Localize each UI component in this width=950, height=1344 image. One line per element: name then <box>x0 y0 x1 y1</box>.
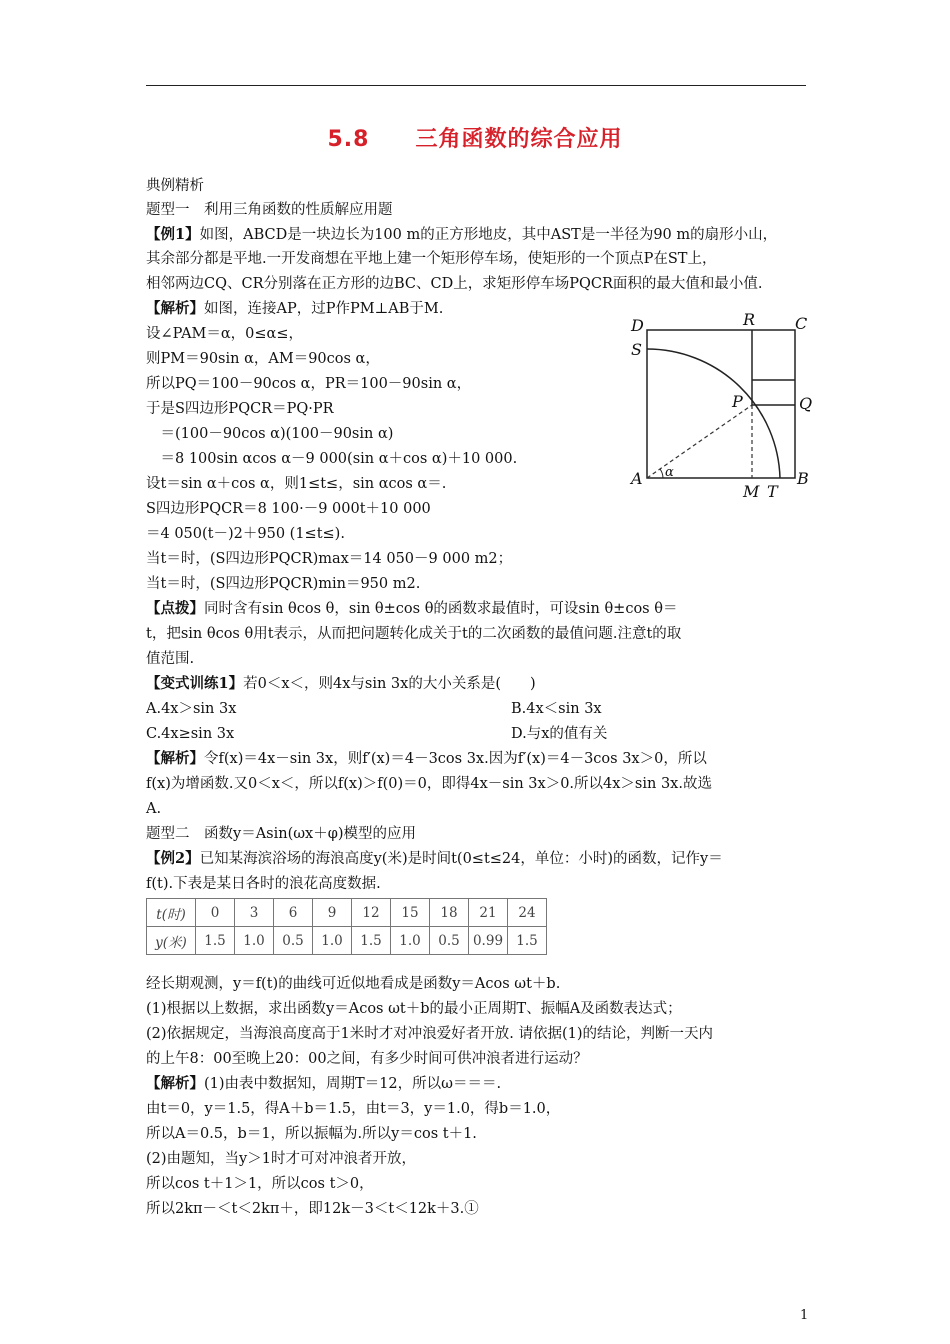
label-p: P <box>732 392 743 411</box>
exercise-1-options-row-1 <box>146 697 806 721</box>
solution-1-line-12: 当t＝时，(S四边形PQCR)min＝950 m2. <box>146 576 421 592</box>
table-cell: 0.5 <box>430 927 469 955</box>
line-ap-dashed <box>647 405 752 478</box>
table-cell: 1.0 <box>313 927 352 955</box>
solution-1-line-7: ＝8 100sin αcos α－9 000(sin α＋cos α)＋10 000. <box>146 451 518 467</box>
solution-1-line-4: 所以PQ＝100－90cos α，PR＝100－90sin α， <box>146 376 472 392</box>
table-cell: 15 <box>391 899 430 927</box>
example-1-line-3: 相邻两边CQ、CR分别落在正方形的边BC、CD上，求矩形停车场PQCR面积的最大值和最小值. <box>146 276 763 292</box>
table-cell: 6 <box>274 899 313 927</box>
table-row-height <box>147 927 547 955</box>
example-2-line-4: (1)根据以上数据，求出函数y＝Acos ωt＋b的最小正周期T、振幅A及函数表达式； <box>146 1001 682 1017</box>
arc-st <box>647 349 780 478</box>
table-cell: 12 <box>352 899 391 927</box>
label-t: T <box>767 482 778 501</box>
exercise-1-solution-line-2: f(x)为增函数.又0＜x＜，所以f(x)＞f(0)＝0，即得4x－sin 3x＞0.所以4x＞sin 3x.故选 <box>146 776 712 792</box>
table-cell: 9 <box>313 899 352 927</box>
heading-examples: 典例精析 <box>146 178 204 194</box>
table-cell: 0.99 <box>469 927 508 955</box>
solution-1-line-9: S四边形PQCR＝8 100·－9 000t＋10 000 <box>146 501 431 517</box>
exercise-1-solution-line-3: A. <box>146 801 162 817</box>
exercise-1-solution-line-1: 【解析】令f(x)＝4x－sin 3x，则f′(x)＝4－3cos 3x.因为f′(x)＝4－3cos 3x＞0，所以 <box>146 750 707 767</box>
tip-line-3: 值范围. <box>146 651 195 667</box>
label-m: M <box>743 482 760 501</box>
label-b: B <box>797 469 809 488</box>
table-row-time <box>147 899 547 927</box>
option-a: A.4x＞sin 3x <box>146 701 237 717</box>
option-c: C.4x≥sin 3x <box>146 726 235 742</box>
table-cell: 21 <box>469 899 508 927</box>
example-2-line-1: 【例2】已知某海滨浴场的海浪高度y(米)是时间t(0≤t≤24，单位：小时)的函数，记作y＝ <box>146 850 723 867</box>
solution-2-line-6: 所以2kπ－＜t＜2kπ＋，即12k－3＜t＜12k＋3.① <box>146 1201 479 1217</box>
exercise-1-question: 【变式训练1】若0＜x＜，则4x与sin 3x的大小关系是( ) <box>146 675 536 692</box>
tip-line-1: 【点拨】同时含有sin θcos θ，sin θ±cos θ的函数求最值时，可设sin θ±cos θ＝ <box>146 600 678 617</box>
solution-1-line-11: 当t＝时，(S四边形PQCR)max＝14 050－9 000 m2； <box>146 551 513 567</box>
page-title <box>0 122 950 153</box>
solution-2-line-5: 所以cos t＋1＞1，所以cos t＞0， <box>146 1176 374 1192</box>
solution-2-line-3: 所以A＝0.5，b＝1，所以振幅为.所以y＝cos t＋1. <box>146 1126 477 1142</box>
section-title: 三角函数的综合应用 <box>415 127 623 152</box>
angle-arc <box>660 469 663 478</box>
solution-1-line-10: ＝4 050(t－)2＋950 (1≤t≤). <box>146 526 345 542</box>
table-header-time: t(时) <box>147 899 196 927</box>
solution-2-line-1: 【解析】(1)由表中数据知，周期T＝12，所以ω＝＝＝. <box>146 1075 502 1092</box>
table-cell: 3 <box>235 899 274 927</box>
solution-2-line-2: 由t＝0，y＝1.5，得A＋b＝1.5，由t＝3，y＝1.0，得b＝1.0， <box>146 1101 561 1117</box>
example-1-line-1: 【例1】如图，ABCD是一块边长为100 m的正方形地皮，其中AST是一半径为90 m的扇形小山， <box>146 226 778 243</box>
example-2-line-5: (2)依据规定，当海浪高度高于1米时才对冲浪爱好者开放. 请依据(1)的结论，判断一天内 <box>146 1026 714 1042</box>
section-number: 5.8 <box>327 127 370 152</box>
table-cell: 1.5 <box>352 927 391 955</box>
label-r: R <box>743 312 756 329</box>
square-abcd <box>647 330 795 478</box>
table-cell: 24 <box>508 899 547 927</box>
label-alpha: α <box>665 465 674 480</box>
solution-2-line-4: (2)由题知，当y＞1时才可对冲浪者开放， <box>146 1151 416 1167</box>
table-header-height: y(米) <box>147 927 196 955</box>
geometry-figure <box>625 312 825 502</box>
table-cell: 1.0 <box>391 927 430 955</box>
tip-line-2: t，把sin θcos θ用t表示，从而把问题转化成关于t的二次函数的最值问题.注意t的取 <box>146 626 682 642</box>
label-q: Q <box>799 394 813 413</box>
solution-1-line-2: 设∠PAM＝α，0≤α≤， <box>146 326 304 342</box>
solution-1-line-6: ＝(100－90cos α)(100－90sin α) <box>146 426 394 442</box>
table-cell: 18 <box>430 899 469 927</box>
label-s: S <box>631 340 642 359</box>
table-cell: 0.5 <box>274 927 313 955</box>
example-1-line-2: 其余部分都是平地.一开发商想在平地上建一个矩形停车场，使矩形的一个顶点P在ST上， <box>146 251 717 267</box>
wave-height-table <box>146 898 547 955</box>
table-cell: 0 <box>196 899 235 927</box>
option-d: D.与x的值有关 <box>511 726 608 742</box>
label-a: A <box>631 469 643 488</box>
header-rule <box>146 85 806 86</box>
solution-1-line-1: 【解析】如图，连接AP，过P作PM⊥AB于M. <box>146 300 444 317</box>
option-b: B.4x＜sin 3x <box>511 701 602 717</box>
solution-1-line-5: 于是S四边形PQCR＝PQ·PR <box>146 401 334 417</box>
table-cell: 1.0 <box>235 927 274 955</box>
example-2-line-2: f(t).下表是某日各时的浪花高度数据. <box>146 876 381 892</box>
table-cell: 1.5 <box>508 927 547 955</box>
table-cell: 1.5 <box>196 927 235 955</box>
page-number: 1 <box>800 1308 809 1323</box>
example-2-line-3: 经长期观测，y＝f(t)的曲线可近似地看成是函数y＝Acos ωt＋b. <box>146 976 561 992</box>
solution-1-line-8: 设t＝sin α＋cos α，则1≤t≤，sin αcos α＝. <box>146 476 447 492</box>
heading-type-2: 题型二 函数y＝Asin(ωx＋φ)模型的应用 <box>146 826 417 842</box>
heading-type-1: 题型一 利用三角函数的性质解应用题 <box>146 202 393 218</box>
label-d: D <box>631 316 644 335</box>
label-c: C <box>795 314 808 333</box>
exercise-1-options-row-2 <box>146 722 806 746</box>
solution-1-line-3: 则PM＝90sin α，AM＝90cos α， <box>146 351 380 367</box>
example-2-line-6: 的上午8：00至晚上20：00之间，有多少时间可供冲浪者进行运动？ <box>146 1051 588 1067</box>
